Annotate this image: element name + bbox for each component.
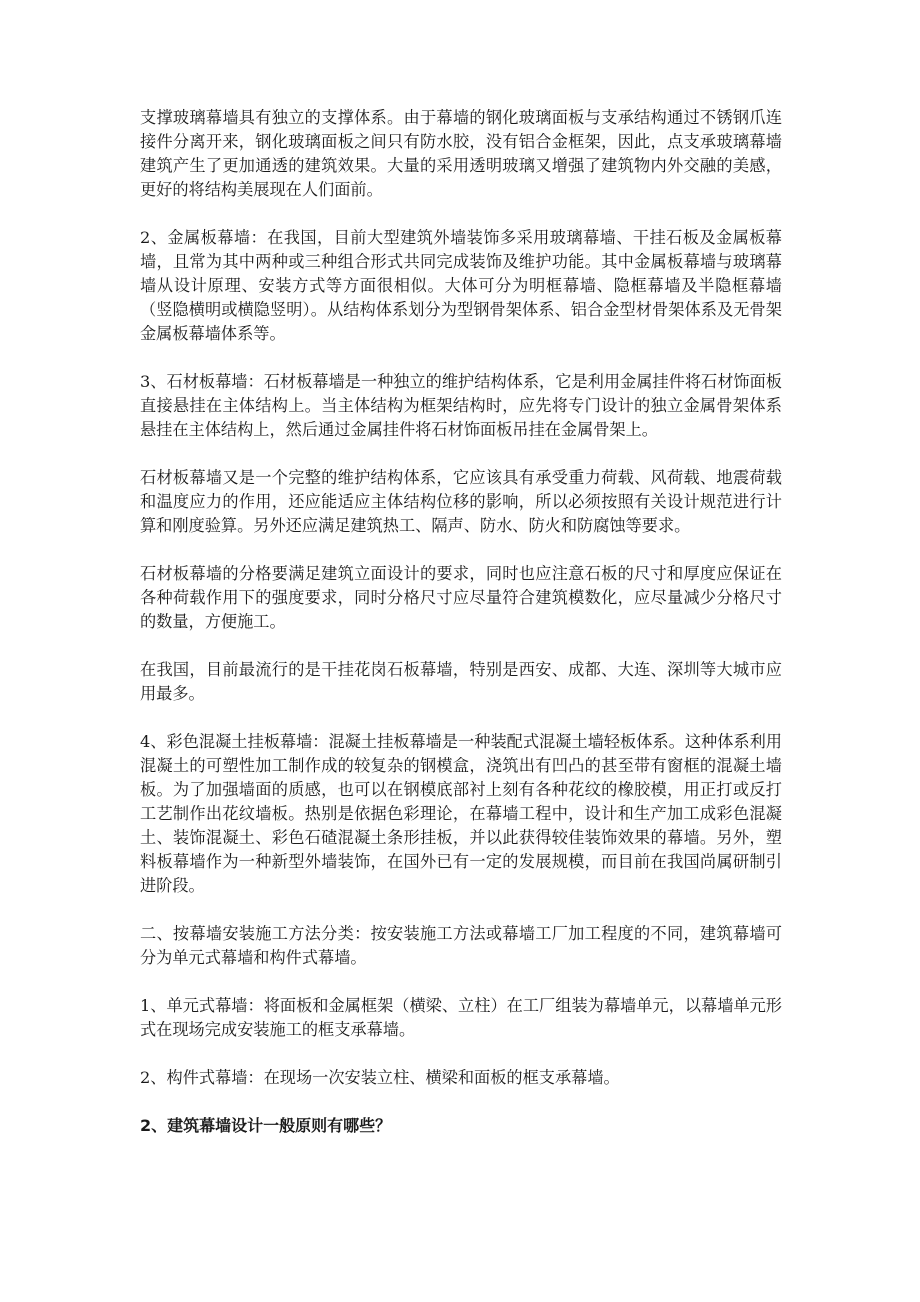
section-heading: 2、建筑幕墙设计一般原则有哪些？: [140, 1116, 392, 1135]
paragraph-unitized-curtain-wall: 1、单元式幕墙：将面板和金属框架（横梁、立柱）在工厂组装为幕墙单元，以幕墙单元形式在现场完成安装施工的框支承幕墙。: [140, 996, 782, 1039]
paragraph-concrete-panel-curtain-wall: 4、彩色混凝土挂板幕墙：混凝土挂板幕墙是一种装配式混凝土墙轻板体系。这种体系利用混凝土的可塑性加工制作成的较复杂的钢模盒，浇筑出有凹凸的甚至带有窗框的混凝土墙板。为了加强墙面的质感，也可以在钢模底部衬上刻有各种花纹的橡胶模，用正打或反打工艺制作出花纹墙板。热别是依据色彩理论，在幕墙工程中，设计和生产加工成彩色混凝土、装饰混凝土、彩色石碴混凝土条形挂板，并以此获得较佳装饰效果的幕墙。另外，塑料板幕墙作为一种新型外墙装饰，在国外已有一定的发展规模，而目前在我国尚属研制引进阶段。: [140, 732, 782, 895]
paragraph-stone-structural-requirements: 石材板幕墙又是一个完整的维护结构体系，它应该具有承受重力荷载、风荷载、地震荷载和温度应力的作用，还应能适应主体结构位移的影响，所以必须按照有关设计规范进行计算和刚度验算。另外还应满足建筑热工、隔声、防水、防火和防腐蚀等要求。: [140, 468, 782, 535]
paragraph-stone-division: 石材板幕墙的分格要满足建筑立面设计的要求，同时也应注意石板的尺寸和厚度应保证在各种荷载作用下的强度要求，同时分格尺寸应尽量符合建筑模数化，应尽量减少分格尺寸的数量，方便施工。: [140, 564, 782, 631]
paragraph-metal-panel-curtain-wall: 2、金属板幕墙：在我国，目前大型建筑外墙装饰多采用玻璃幕墙、干挂石板及金属板幕墙，且常为其中两种或三种组合形式共同完成装饰及维护功能。其中金属板幕墙与玻璃幕墙从设计原理、安装方式等方面很相似。大体可分为明框幕墙、隐框幕墙及半隐框幕墙（竖隐横明或横隐竖明）。从结构体系划分为型钢骨架体系、铝合金型材骨架体系及无骨架金属板幕墙体系等。: [140, 228, 782, 343]
document-body: [140, 106, 782, 1138]
paragraph-point-supported-glass: 支撑玻璃幕墙具有独立的支撑体系。由于幕墙的钢化玻璃面板与支承结构通过不锈钢爪连接件分离开来，钢化玻璃面板之间只有防水胶，没有铝合金框架，因此，点支承玻璃幕墙建筑产生了更加通透的建筑效果。大量的采用透明玻璃又增强了建筑物内外交融的美感，更好的将结构美展现在人们面前。: [140, 108, 782, 199]
paragraph-stick-curtain-wall: 2、构件式幕墙：在现场一次安装立柱、横梁和面板的框支承幕墙。: [140, 1068, 620, 1087]
paragraph-installation-classification: 二、按幕墙安装施工方法分类：按安装施工方法或幕墙工厂加工程度的不同，建筑幕墙可分为单元式幕墙和构件式幕墙。: [140, 924, 782, 967]
paragraph-granite-popularity: 在我国，目前最流行的是干挂花岗石板幕墙，特别是西安、成都、大连、深圳等大城市应用最多。: [140, 660, 782, 703]
paragraph-stone-panel-curtain-wall: 3、石材板幕墙：石材板幕墙是一种独立的维护结构体系，它是利用金属挂件将石材饰面板直接悬挂在主体结构上。当主体结构为框架结构时，应先将专门设计的独立金属骨架体系悬挂在主体结构上，然后通过金属挂件将石材饰面板吊挂在金属骨架上。: [140, 372, 782, 439]
